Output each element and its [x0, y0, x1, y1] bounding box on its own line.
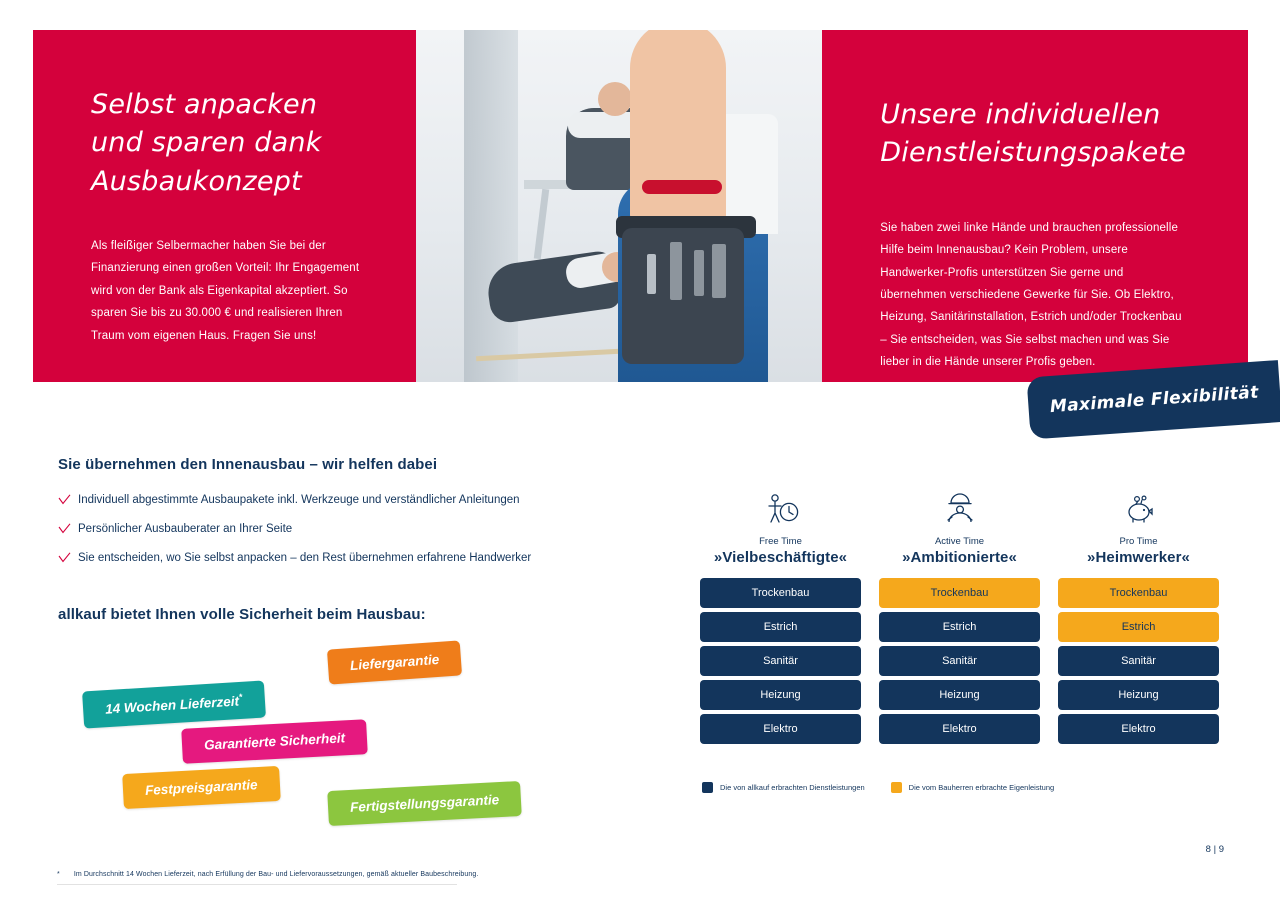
hero-right-body: Sie haben zwei linke Hände und brauchen professionelle Hilfe beim Innenausbau? Kein Problem, unsere Handwerker-Profis unterstützen Sie gerne und übernehmen verschiedene Gewerke für Sie. Ob Elektro, Heizung, Sanitärinstallation, Estrich und/oder Trockenbau – Sie entscheiden, was Sie selbst machen und was Sie lieber in die Hände unserer Profis geben. [880, 221, 1182, 369]
footnote-marker: * [57, 871, 60, 878]
benefits-list [58, 493, 618, 580]
package-subtitle: Pro Time [1119, 536, 1158, 547]
check-icon [58, 551, 78, 565]
photo-tool-2 [694, 250, 704, 296]
hero-photo [416, 30, 823, 382]
photo-tool-1 [712, 244, 726, 298]
footnote-text: Im Durchschnitt 14 Wochen Lieferzeit, nach Erfüllung der Bau- und Liefervoraussetzungen, gemäß aktueller Baubeschreibung. [73, 871, 479, 878]
footer-divider [57, 884, 457, 885]
legend-label: Die von allkauf erbrachten Dienstleistungen [720, 783, 865, 792]
package-column-heimwerker [1058, 488, 1219, 748]
package-subtitle: Free Time [759, 536, 802, 547]
package-item-sanitaer: Sanitär [1058, 646, 1219, 676]
hero-left-body: Als fleißiger Selbermacher haben Sie bei der Finanzierung einen großen Vorteil: Ihr Engagement wird von der Bank als Eigenkapital akzeptiert. So sparen Sie bis zu 30.000 € und realisieren Ihren Traum vom eigenen Haus. Fragen Sie uns! [91, 239, 360, 342]
package-item-sanitaer: Sanitär [700, 646, 861, 676]
package-item-trockenbau: Trockenbau [1058, 578, 1219, 608]
package-item-trockenbau: Trockenbau [879, 578, 1040, 608]
legend-swatch-navy [702, 782, 713, 793]
sticker-fertigstellungsgarantie [327, 781, 522, 826]
package-item-sanitaer: Sanitär [879, 646, 1040, 676]
packages-legend [702, 782, 1222, 793]
package-title: »Heimwerker« [1087, 549, 1190, 566]
photo-wristband [642, 180, 722, 194]
hero-right-panel [822, 30, 1248, 382]
legend-swatch-amber [891, 782, 902, 793]
service-packages [700, 488, 1220, 748]
photo-tool-3 [670, 242, 682, 300]
package-item-elektro: Elektro [700, 714, 861, 744]
package-item-estrich: Estrich [700, 612, 861, 642]
sicherheit-heading: allkauf bietet Ihnen volle Sicherheit beim Hausbau: [58, 606, 426, 623]
legend-item-allkauf [702, 782, 865, 793]
legend-label: Die vom Bauherren erbrachte Eigenleistung [908, 783, 1055, 792]
list-item [58, 493, 618, 508]
package-item-heizung: Heizung [700, 680, 861, 710]
package-subtitle: Active Time [934, 536, 985, 547]
package-item-estrich: Estrich [879, 612, 1040, 642]
sticker-garantierte-sicherheit [181, 719, 368, 764]
page-number: 8 | 9 [1205, 844, 1224, 855]
package-item-heizung: Heizung [879, 680, 1040, 710]
legend-item-bauherr [891, 782, 1055, 793]
list-item-label: Individuell abgestimmte Ausbaupakete inkl. Werkzeuge und verständlicher Anleitungen [78, 494, 520, 506]
worker-helmet-icon [879, 488, 1040, 534]
guarantee-stickers [60, 636, 620, 836]
package-title: »Ambitionierte« [902, 549, 1017, 566]
list-item-label: Sie entscheiden, wo Sie selbst anpacken – den Rest übernehmen erfahrene Handwerker [78, 551, 532, 564]
package-column-ambitionierte [879, 488, 1040, 748]
footnote [57, 871, 478, 878]
package-item-elektro: Elektro [879, 714, 1040, 744]
sticker-liefergarantie [327, 640, 462, 684]
piggy-bank-icon [1058, 488, 1219, 534]
flexibility-badge-label: Maximale Flexibilität [1049, 382, 1260, 418]
package-item-heizung: Heizung [1058, 680, 1219, 710]
hero-right-title: Unsere individuellen Dienstleistungspakete [880, 99, 1186, 169]
hero-banner [33, 30, 1248, 382]
photo-pillar [464, 30, 518, 382]
package-title: »Vielbeschäftigte« [713, 549, 848, 566]
photo-tool-4 [647, 254, 656, 294]
sticker-14-wochen-lieferzeit [82, 680, 265, 728]
package-item-estrich: Estrich [1058, 612, 1219, 642]
sticker-footnote-marker: * [238, 691, 243, 703]
innenausbau-heading: Sie übernehmen den Innenausbau – wir helfen dabei [58, 456, 438, 473]
sticker-label: Fertigstellungsgarantie [349, 792, 500, 815]
sticker-label: Garantierte Sicherheit [203, 730, 346, 753]
list-item-label: Persönlicher Ausbauberater an Ihrer Seite [78, 522, 293, 535]
photo-worker-standing-head [598, 82, 632, 116]
check-icon [58, 522, 78, 536]
sticker-festpreisgarantie [122, 766, 280, 809]
person-clock-icon [700, 488, 861, 534]
list-item [58, 522, 618, 537]
sticker-label: Festpreisgarantie [144, 777, 258, 798]
hero-left-title: Selbst anpacken und sparen dank Ausbaukonzept [91, 89, 322, 197]
package-item-trockenbau: Trockenbau [700, 578, 861, 608]
sticker-label: 14 Wochen Lieferzeit [104, 693, 240, 717]
photo-foreground-arm [630, 30, 726, 235]
list-item [58, 551, 618, 566]
sticker-label: Liefergarantie [349, 651, 440, 674]
check-icon [58, 493, 78, 507]
hero-left-panel [33, 30, 416, 382]
package-column-vielbeschaeftigte [700, 488, 861, 748]
package-item-elektro: Elektro [1058, 714, 1219, 744]
